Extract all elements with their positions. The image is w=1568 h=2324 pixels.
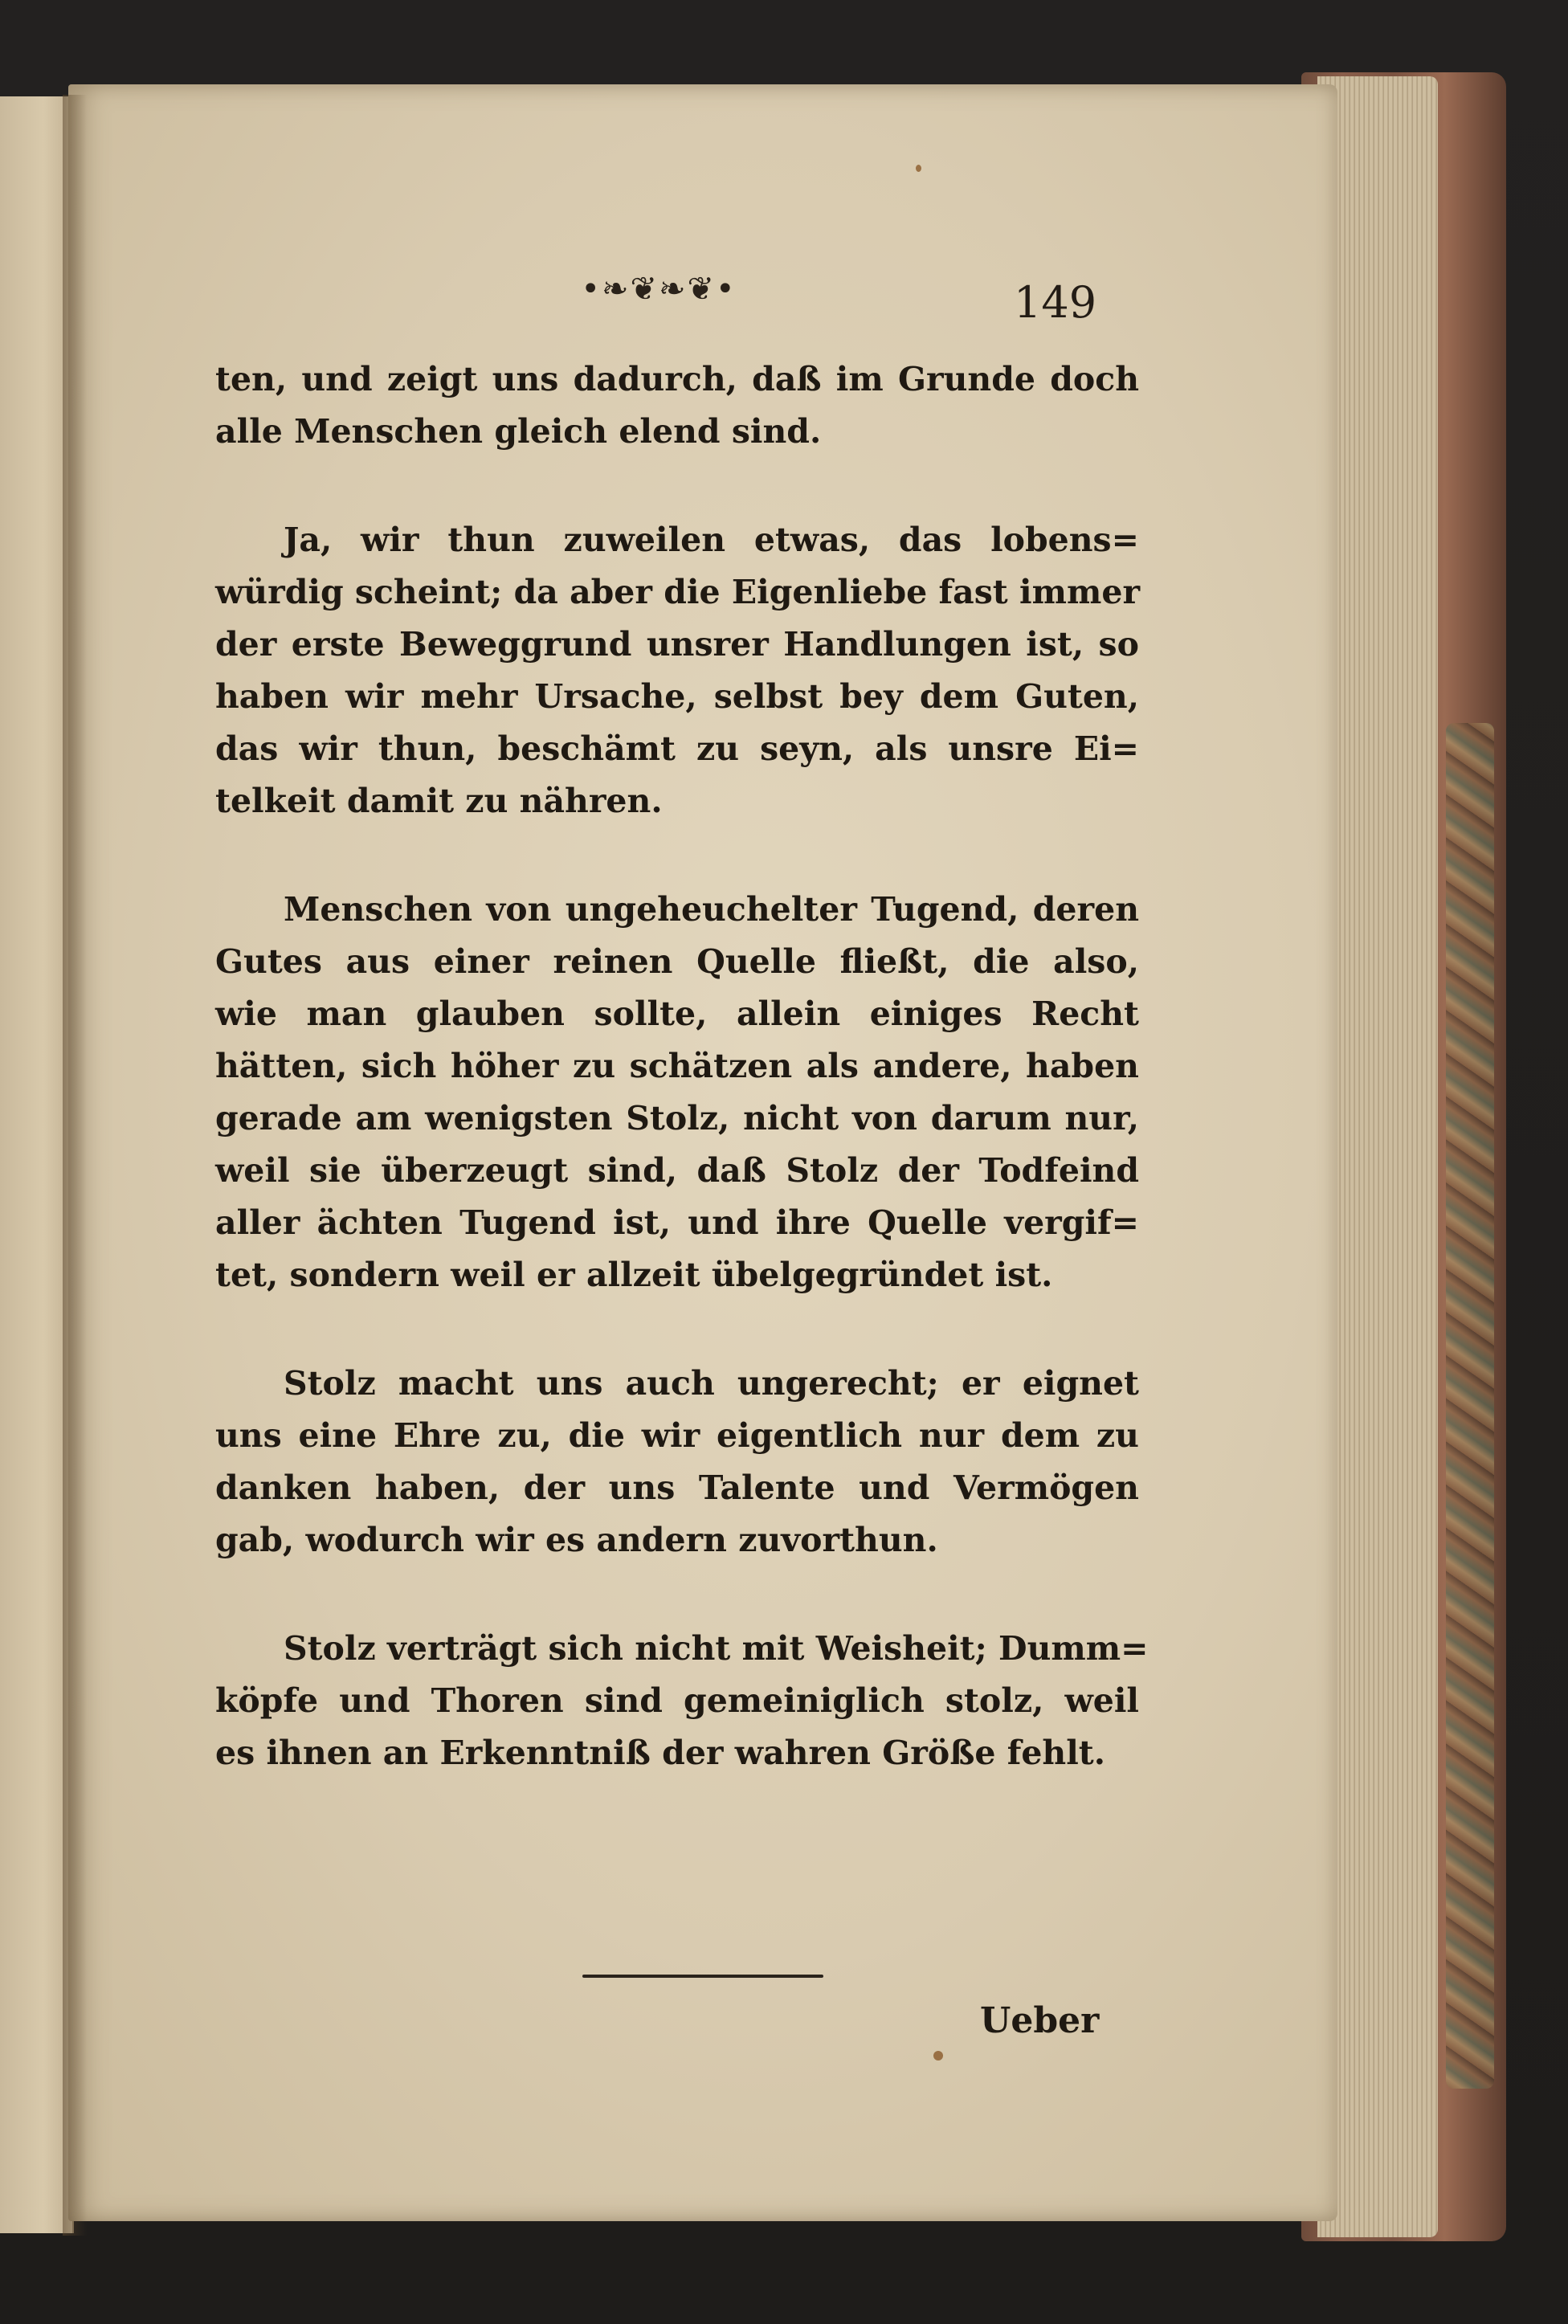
paragraph-5 (215, 1623, 1149, 1779)
paper-speck (916, 165, 921, 172)
page-number: 149 (1014, 277, 1097, 328)
paragraph-3 (215, 884, 1139, 1301)
text-line: gab, wodurch wir es andern zuvorthun. (215, 1521, 938, 1559)
text-line: hätten, sich höher zu schätzen als andere, haben (215, 1047, 1139, 1085)
paragraph-1 (215, 353, 1139, 458)
text-line: aller ächten Tugend ist, und ihre Quelle vergif= (215, 1203, 1139, 1242)
text-line: köpfe und Thoren sind gemeiniglich stolz, weil (215, 1681, 1139, 1720)
text-line: uns eine Ehre zu, die wir eigentlich nur dem zu (215, 1416, 1139, 1455)
text-line: würdig scheint; da aber die Eigenliebe fast immer (215, 573, 1141, 611)
text-line: tet, sondern weil er allzeit übelgegründet ist. (215, 1256, 1053, 1294)
text-line: haben wir mehr Ursache, selbst bey dem Guten, (215, 677, 1139, 716)
paragraph-4 (215, 1358, 1139, 1566)
paragraph-2 (215, 514, 1139, 827)
marbled-cover-edge (1446, 723, 1494, 2089)
text-line: gerade am wenigsten Stolz, nicht von darum nur, (215, 1099, 1139, 1137)
text-line: wie man glauben sollte, allein einiges Recht (215, 995, 1139, 1033)
text-line: danken haben, der uns Talente und Vermögen (215, 1468, 1139, 1507)
end-rule (582, 1975, 823, 1978)
text-line: ten, und zeigt uns dadurch, daß im Grunde doch (215, 360, 1139, 398)
text-line: es ihnen an Erkenntniß der wahren Größe fehlt. (215, 1734, 1106, 1772)
text-line: telkeit damit zu nähren. (215, 782, 663, 820)
text-line: Stolz macht uns auch ungerecht; er eignet (284, 1364, 1139, 1403)
header-ornament: •❧❦❧❦• (581, 271, 737, 308)
paper-speck (933, 2051, 943, 2061)
catchword: Ueber (980, 2000, 1100, 2041)
text-line: das wir thun, beschämt zu seyn, als unsre Ei= (215, 729, 1139, 768)
text-line: weil sie überzeugt sind, daß Stolz der Todfeind (215, 1151, 1139, 1190)
binding-shadow (63, 95, 87, 2236)
text-line: Ja, wir thun zuweilen etwas, das lobens= (284, 521, 1139, 559)
body-text (215, 353, 1149, 1836)
text-line: alle Menschen gleich elend sind. (215, 412, 822, 451)
text-line: Gutes aus einer reinen Quelle fließt, die also, (215, 942, 1139, 981)
text-line: Menschen von ungeheuchelter Tugend, deren (284, 890, 1139, 929)
text-line: der erste Beweggrund unsrer Handlungen ist, so (215, 625, 1139, 664)
text-line: Stolz verträgt sich nicht mit Weisheit; Dumm= (284, 1629, 1149, 1668)
